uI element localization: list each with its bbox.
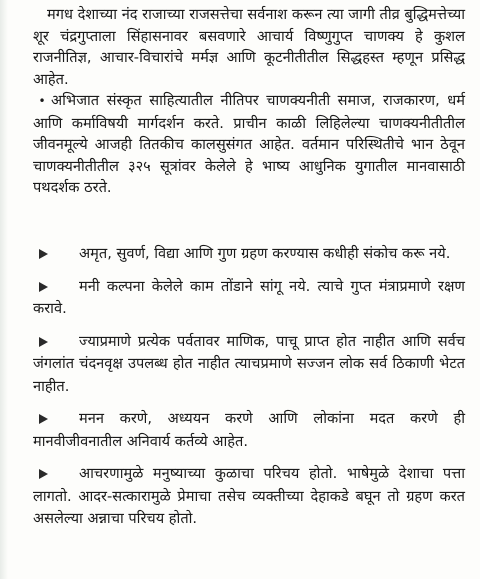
quotes-list: [33, 243, 465, 541]
list-item-text: अमृत, सुवर्ण, विद्या आणि गुण ग्रहण करण्यास कधीही संकोच करू नये.: [79, 245, 451, 262]
bullet-dot-icon: •: [38, 94, 46, 108]
right-triangle-icon: [39, 249, 48, 259]
intro-paragraph-2: [33, 90, 465, 199]
list-item: [33, 243, 465, 266]
page-edge-shadow: [0, 0, 8, 579]
right-triangle-icon: [39, 337, 48, 347]
list-item-text: मनन करणे, अध्ययन करणे आणि लोकांना मदत करणे ही मानवीजीवनातील अनिवार्य कर्तव्ये आहेत.: [33, 410, 465, 450]
list-item: [33, 276, 465, 321]
intro-section: [33, 4, 465, 199]
list-item: [33, 408, 465, 453]
intro-paragraph-1: मगध देशाच्या नंद राजाच्या राजसत्तेचा सर्वनाश करून त्या जागी तीव्र बुद्धिमत्तेच्या शूर चंद्रगुप्ताला सिंहासनावर बसवणारे आचार्य विष्णुगुप्त चाणक्य हे कुशल राजनीतिज्ञ, आचार-विचारांचे मर्मज्ञ आणि कूटनीतीतील सिद्धहस्त म्हणून प्रसिद्ध आहेत.: [33, 6, 465, 88]
list-item-text: आचरणामुळे मनुष्याच्या कुळाचा परिचय होतो. भाषेमुळे देशाचा पत्ता लागतो. आदर-सत्कारामुळे प्रेमाचा तसेच व्यक्तीच्या देहाकडे बघून तो ग्रहण करत असलेल्या अन्नाचा परिचय होतो.: [33, 465, 465, 527]
right-triangle-icon: [39, 282, 48, 292]
right-triangle-icon: [39, 414, 48, 424]
list-item-text: मनी कल्पना केलेले काम तोंडाने सांगू नये. त्याचे गुप्त मंत्राप्रमाणे रक्षण करावे.: [33, 277, 465, 317]
right-triangle-icon: [39, 469, 48, 479]
list-item: [33, 331, 465, 399]
list-item: [33, 463, 465, 531]
intro-paragraph-2-text: अभिजात संस्कृत साहित्यातील नीतिपर चाणक्यनीती समाज, राजकारण, धर्म आणि कर्माविषयी मार्गदर्शन करते. प्राचीन काळी लिहिलेल्या चाणक्यनीतीतील जीवनमूल्ये आजही तितकीच कालसुसंगत आहेत. वर्तमान परिस्थितीचे भान ठेवून चाणक्यनीतीतील ३२५ सूत्रांवर केलेले हे भाष्य आधुनिक युगातील मानवासाठी पथदर्शक ठरते.: [33, 92, 465, 196]
list-item-text: ज्याप्रमाणे प्रत्येक पर्वतावर माणिक, पाचू प्राप्त होत नाहीत आणि सर्वच जंगलांत चंदनवृक्ष उपलब्ध होत नाहीत त्याचप्रमाणे सज्जन लोक सर्व ठिकाणी भेटत नाहीत.: [33, 332, 465, 395]
